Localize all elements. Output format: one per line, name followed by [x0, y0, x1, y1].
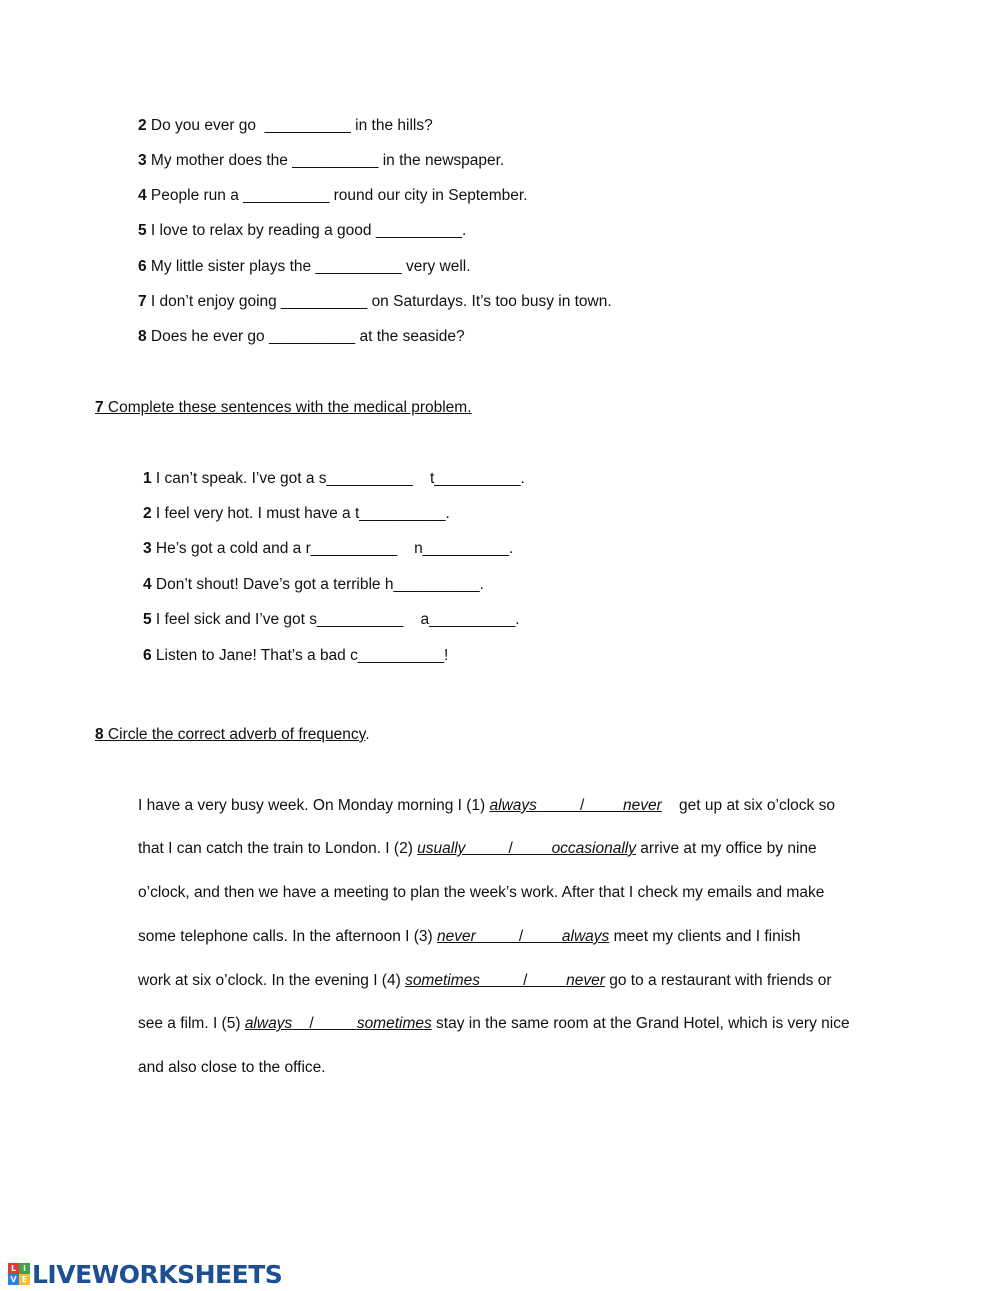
- adverb-option[interactable]: always: [244, 1015, 293, 1032]
- item-number: 8: [138, 328, 147, 345]
- item-text: Don’t shout! Dave’s got a terrible h__________.: [151, 576, 484, 593]
- list-item: [138, 327, 465, 347]
- liveworksheets-logo-icon: [8, 1263, 30, 1285]
- section-title-end: .: [365, 726, 370, 743]
- text-run: some telephone calls. In the afternoon I (3): [138, 928, 437, 945]
- item-number: 6: [138, 258, 147, 275]
- text-run: meet my clients and I finish: [609, 928, 801, 945]
- item-number: 2: [143, 505, 152, 522]
- item-number: 6: [143, 647, 152, 664]
- item-number: 3: [143, 540, 152, 557]
- adverb-option[interactable]: never: [436, 928, 476, 945]
- paragraph-line: [138, 796, 835, 816]
- logo-text: LIVEWORKSHEETS: [32, 1259, 283, 1289]
- text-run: stay in the same room at the Grand Hotel, which is very nice: [431, 1015, 850, 1032]
- item-text: My little sister plays the __________ very well.: [146, 258, 471, 275]
- adverb-option[interactable]: always: [561, 928, 610, 945]
- list-item: [143, 539, 513, 559]
- item-text: I can’t speak. I’ve got a s__________ t__________.: [151, 470, 525, 487]
- list-item: [138, 151, 504, 171]
- paragraph-line: [138, 1014, 850, 1034]
- item-number: 4: [143, 576, 152, 593]
- option-separator: /: [536, 797, 624, 814]
- section-title: Circle the correct adverb of frequency: [103, 726, 366, 743]
- item-text: Does he ever go __________ at the seaside?: [146, 328, 465, 345]
- section-number: 8: [95, 726, 104, 743]
- item-text: My mother does the __________ in the newspaper.: [146, 152, 505, 169]
- list-item: [138, 186, 528, 206]
- list-item: [143, 646, 448, 666]
- logo-icon-cell: E: [19, 1274, 30, 1285]
- logo-icon-cell: V: [8, 1274, 19, 1285]
- list-item: [143, 504, 450, 524]
- adverb-option[interactable]: never: [623, 797, 662, 814]
- item-text: I don’t enjoy going __________ on Saturdays. It’s too busy in town.: [146, 293, 612, 310]
- section-8-heading: [95, 725, 370, 745]
- item-text: I feel sick and I’ve got s__________ a__________.: [151, 611, 520, 628]
- text-run: see a film. I (5): [138, 1015, 245, 1032]
- item-number: 2: [138, 117, 147, 134]
- item-number: 7: [138, 293, 147, 310]
- item-number: 4: [138, 187, 147, 204]
- list-item: [138, 257, 471, 277]
- list-item: [143, 575, 484, 595]
- adverb-option[interactable]: never: [566, 972, 605, 989]
- option-separator: /: [480, 972, 567, 989]
- adverb-option[interactable]: usually: [417, 840, 466, 857]
- list-item: [143, 469, 525, 489]
- option-separator: /: [465, 840, 552, 857]
- list-item: [138, 292, 612, 312]
- section-title: Complete these sentences with the medical problem.: [103, 399, 472, 416]
- paragraph-line: o’clock, and then we have a meeting to plan the week’s work. After that I check my emails and make: [138, 884, 825, 901]
- paragraph-line: [138, 971, 832, 991]
- list-item: [138, 221, 466, 241]
- logo-icon-cell: L: [8, 1263, 19, 1274]
- paragraph-line: [138, 927, 801, 947]
- text-run: that I can catch the train to London. I (2): [138, 840, 418, 857]
- section-number: 7: [95, 399, 104, 416]
- item-text: People run a __________ round our city in September.: [146, 187, 528, 204]
- adverb-option[interactable]: always: [489, 797, 537, 814]
- item-number: 5: [138, 222, 147, 239]
- item-number: 5: [143, 611, 152, 628]
- liveworksheets-logo[interactable]: [8, 1259, 282, 1289]
- option-separator: /: [292, 1015, 357, 1032]
- list-item: [138, 116, 433, 136]
- text-run: work at six o’clock. In the evening I (4): [138, 972, 406, 989]
- item-text: I feel very hot. I must have a t__________.: [151, 505, 450, 522]
- paragraph-line: [138, 839, 817, 859]
- item-number: 3: [138, 152, 147, 169]
- item-text: Listen to Jane! That’s a bad c__________!: [151, 647, 449, 664]
- list-item: [143, 610, 520, 630]
- text-run: go to a restaurant with friends or: [604, 972, 832, 989]
- item-text: He’s got a cold and a r__________ n__________.: [151, 540, 514, 557]
- text-run: I have a very busy week. On Monday morning I (1): [138, 797, 490, 814]
- item-text: I love to relax by reading a good __________.: [146, 222, 467, 239]
- paragraph-line: and also close to the office.: [138, 1059, 326, 1076]
- adverb-option[interactable]: sometimes: [356, 1015, 432, 1032]
- text-run: get up at six o’clock so: [661, 797, 835, 814]
- logo-icon-cell: i: [19, 1263, 30, 1274]
- text-run: arrive at my office by nine: [636, 840, 817, 857]
- adverb-option[interactable]: occasionally: [551, 840, 636, 857]
- item-number: 1: [143, 470, 152, 487]
- option-separator: /: [475, 928, 562, 945]
- item-text: Do you ever go __________ in the hills?: [146, 117, 433, 134]
- section-7-heading: [95, 398, 472, 418]
- adverb-option[interactable]: sometimes: [405, 972, 480, 989]
